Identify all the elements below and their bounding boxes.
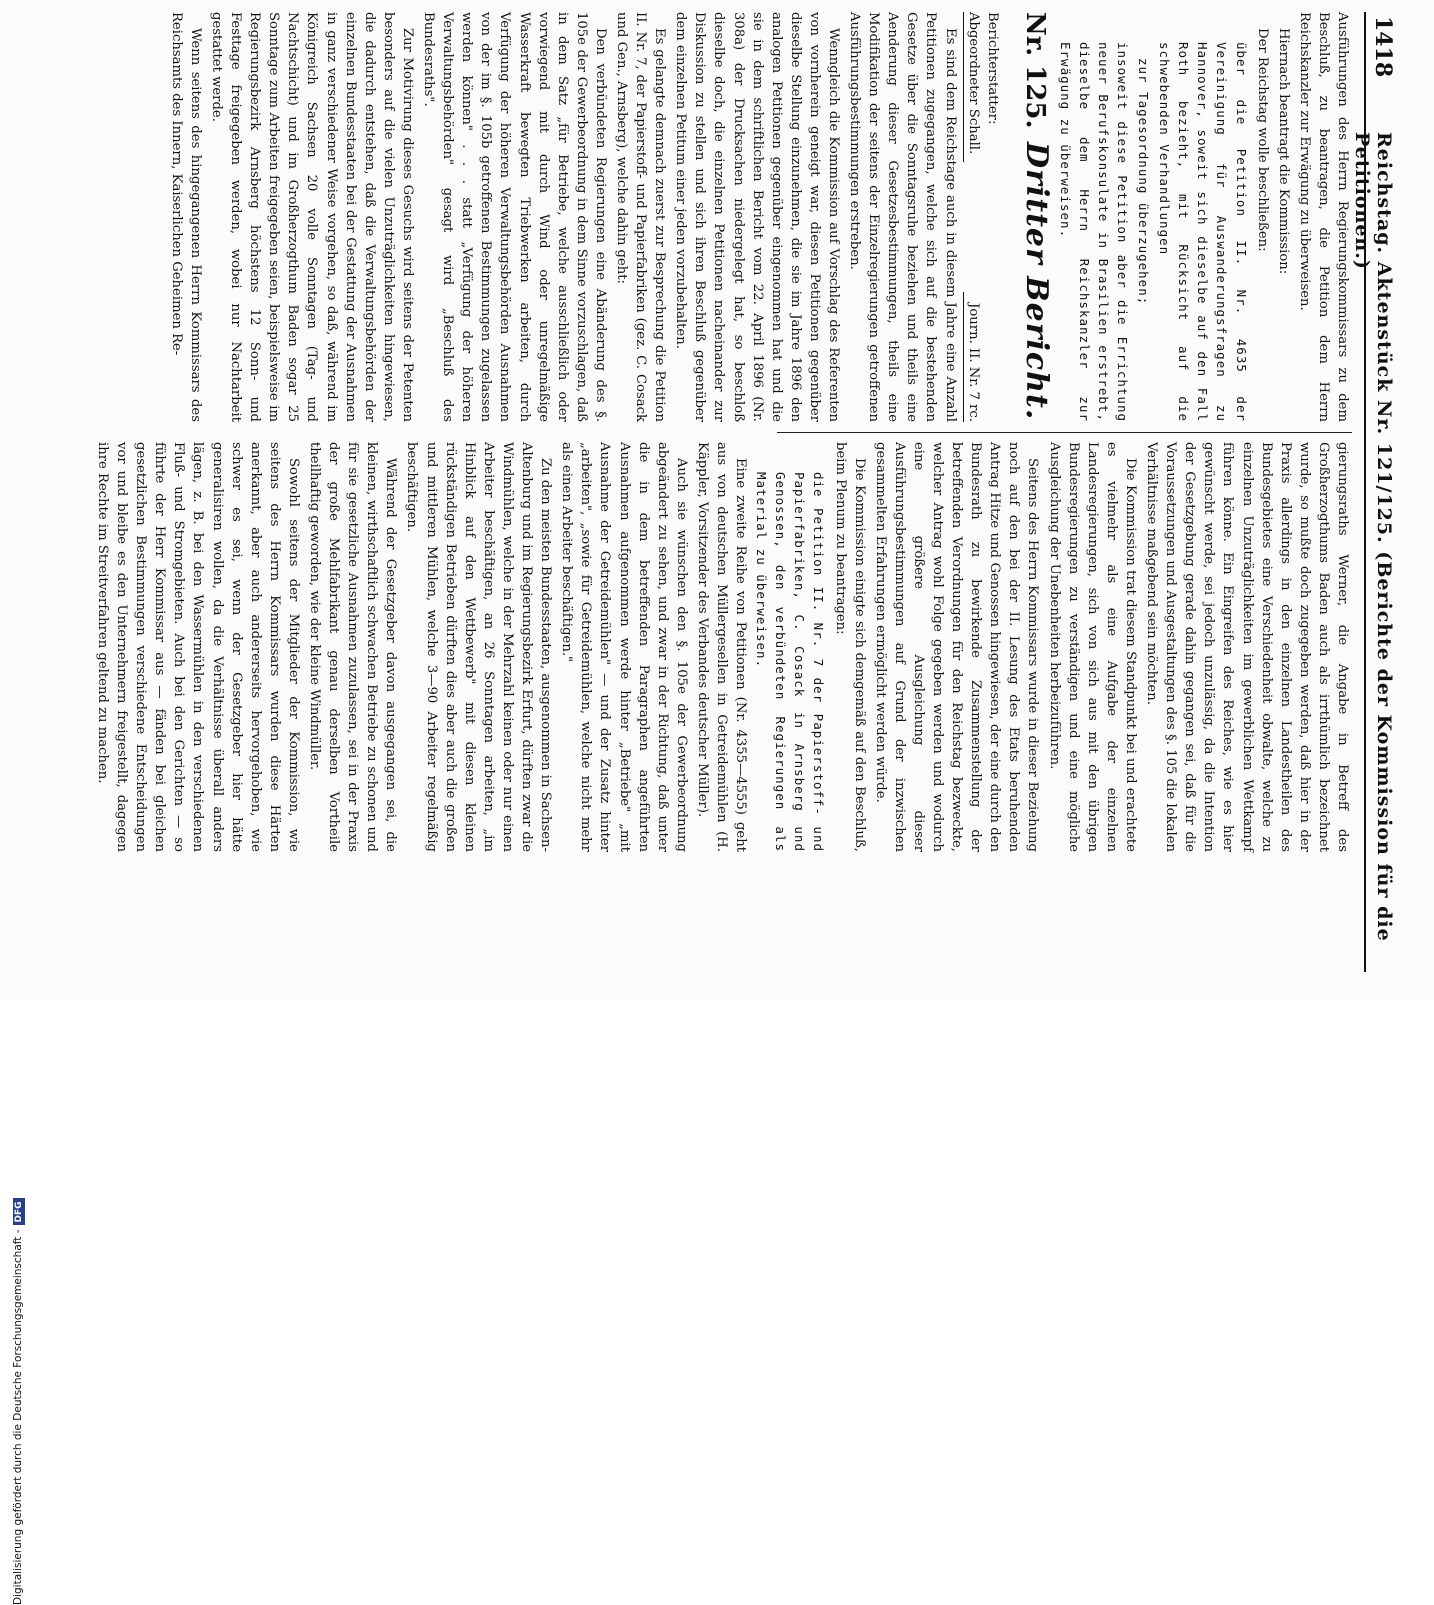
running-head [1351,12,1400,972]
dfg-logo-icon: DFG [13,1198,25,1225]
paragraph: Es sind dem Reichstage auch in diesem Jahre eine Anzahl Petitionen zugegangen, welche sich auf die bestehenden Gesetze über die Sonntagsruhe beziehen und theils eine Aenderung dieser Gesetzesbestimmungen, theils eine Modifikation der seitens der Einzelregierungen getroffenen Ausführungsbestimmungen erstreben. [847,12,958,422]
page-number: 1418 [1370,16,1396,78]
paragraph: Die Kommission einigte sich demgemäß auf den Beschluß, beim Plenum zu beantragen: [832,442,867,852]
paragraph: Auch sie wünschen den §. 105e der Gewerbeordnung abgeändert zu sehen, und zwar in der Richtung, daß unter die in dem betreffenden Paragraphen angeführten Ausnahmen aufgenommen werde hinter „Betriebe" „mit Ausnahme der Getreidemühlen" — und der Zusatz hinter „arbeiten", „sowie für Getreidemühlen, welche nicht mehr als einen Arbeiter beschäftigen." [559,442,689,852]
underline [963,12,964,162]
paragraph: Hiernach beantragt die Kommission: [1275,28,1291,275]
report-number: Nr. 125. [1019,12,1050,129]
right-column [91,442,1352,852]
paragraph: Sowohl seitens der Mitglieder der Kommission, wie seitens des Herrn Kommissars wurden diese Härten anerkannt, aber auch andererseits hervorgehoben, wie schwer es sei, wenn der Gesetzgeber hier hätte generalisiren wollen, da die Verhältnisse überall anders lägen, z. B. bei den Wassermühlen in den verschiedenen Fluß- und Stromgebieten. Auch bei den Gerichten — so führte der Herr Kommissar aus — fänden bei gleichen gesetzlichen Bestimmungen verschiedene Entscheidungen vor und bleibe es den Unternehmern freigestellt, dagegen ihre Rechte im Streitverfahren geltend zu machen. [95,442,301,852]
paragraph: Der Reichstag wolle beschließen: [1254,28,1270,252]
paragraph: Zur Motivirung dieses Gesuchs wird seitens der Petenten besonders auf die vielen Unzuträglichkeiten hingewiesen, die dadurch entstehen, daß die Verwaltungsbehörden der einzelnen Bundesstaaten bei der Gestattung der Ausnahmen in ganz verschiedener Weise vorgehen, so daß, während im Königreich Sachsen 20 volle Sonntagen (Tag- und Nachtschicht) und im Großherzogthum Baden sogar 25 Sonntage zum Arbeiten freigegeben seien, beispielsweise im Regierungsbezirk Arnsberg höchstens 12 Sonn- und Festtage freigegeben werden, wobei nur Nachtarbeit gestattet werde. [209,12,415,422]
paragraph: gierungsraths Werner, die Angabe in Betreff des Großherzogthums Baden auch als irrthümlich bezeichnet wurde, so mußte doch zugegeben werden, daß hier in der Praxis allerdings in den einzelnen Landestheilen des Bundesgebietes eine Verschiedenheit obwalte, welche zu einzelnen Unzuträglichkeiten im gewerblichen Wettkampf führen könne. Ein Eingreifen des Reiches, wie es hier gewünscht werde, sei jedoch unzulässig, da die Intention der Gesetzgebung gerade dahin gegangen sei, daß für die Voraussetzungen und Ausgestaltungen des §. 105 die lokalen Verhältnisse maßgebend sein möchten. [1144,442,1350,852]
underline [963,292,964,422]
resolution-text: zur Tagesordnung überzugehen; [1136,58,1152,306]
column-divider [777,432,1352,433]
left-column [165,12,1352,422]
resolution-text: die Petition II. Nr. 7 der Papierstoff- und Papierfabriken, C. Cosack in Arnsberg und Genossen, den verbündeten Regierungen als Material zu überweisen. [754,472,827,852]
rotated-page-content [90,12,1400,972]
paragraph: Zu den meisten Bundesstaaten, ausgenommen in Sachsen-Altenburg und im Regierungsbezirk Erfurt, dürften zwar die Windmühlen, welche in der Mehrzahl keinen oder nur einen Arbeiter beschäftigen, an 26 Sonntagen arbeiten, „im Hinblick auf den Wettbewerb" mit diesen kleinen rückständigen Betrieben dürften dies aber auch die großen und mittleren Mühlen, welche 3—90 Arbeiter regelmäßig beschäftigen. [404,442,554,852]
paragraph: Es gelangte demnach zuerst zur Besprechung die Petition II. Nr. 7, der Papierstoff- und Papierfabriken (gez. C. Cosack und Gen., Arnsberg), welche dahin geht: [614,12,668,422]
footer-text: Digitalisierung gefördert durch die Deutsche Forschungsgemeinschaft - [12,1229,24,1605]
paragraph: Die Kommission trat diesem Standpunkt bei und erachtete es vielmehr als eine Aufgabe der einzelnen Landesregierungen, sich von sich aus mit den übrigen Bundesregierungen zu verständigen und eine mögliche Ausgleichung der Unebenheiten herbeizuführen. [1046,442,1138,852]
resolution-text: insoweit diese Petition aber die Errichtung neuer Berufskonsulate in Brasilien erstrebt, dieselbe dem Herrn Reichskanzler zur Erwägung zu überweisen. [1057,42,1130,422]
paragraph: Seitens des Herrn Kommissars wurde in dieser Beziehung noch auf den bei der II. Lesung des Etats beruhenden Antrag Hitze und Genossen hingewiesen, der eine durch den Bundesrath zu bewirkende Zusammenstellung der betreffenden Verordnungen für den Reichstag bezweckte, welcher Antrag wohl Folge gegeben werden und wodurch eine größere Ausgleichung dieser Ausführungsbestimmungen auf Grund der inzwischen gesammelten Erfahrungen ermöglicht werden würde. [872,442,1041,852]
rapporteur-block [960,12,1002,422]
digitization-footer [12,1198,25,1605]
report-heading [1002,12,1054,422]
report-title: Dritter Bericht. [1018,142,1054,421]
rapporteur-name: Abgeordneter Schall. [965,12,981,155]
rapporteur-label: Berichterstatter: [984,12,1000,125]
running-head-title: Reichstag. Aktenstück Nr. 121/125. (Berichte der Kommission für die Petitionen.) [1351,132,1395,942]
footer-wrap [8,995,24,1605]
paragraph: Wenngleich die Kommission auf Vorschlag des Referenten von vornherein geneigt war, diesen Petitionen gegenüber dieselbe Stellung einzunehmen, die sie im Jahre 1896 den analogen Petitionen gegenüber eingenommen hat und die sie in dem schriftlichen Bericht vom 22. April 1896 (Nr. 308a) der Drucksachen niedergelegt hat, so beschloß dieselbe doch, die einzelnen Petitionen nacheinander zur Diskussion zu stellen und sich ihren Beschluß gegenüber dem einzelnen Petitum einer jeden vorzubehalten. [673,12,842,422]
paragraph: Ausführungen des Herrn Regierungskommissars zu dem Beschluß, zu beantragen, die Petition dem Herrn Reichskanzler zur Erwägung zu überweisen. [1296,12,1350,422]
resolution-text: über die Petition II. Nr. 4635 der Vereinigung für Auswanderungsfragen zu Hannover, soweit sich dieselbe auf den Fall Roth bezieht, mit Rücksicht auf die schwebenden Verhandlungen [1157,42,1249,422]
paragraph: Eine zweite Reihe von Petitionen (Nr. 4355—4555) geht aus von deutschen Müllergesellen in Getreidemühlen (H. Käppler, Vorsitzender des Verbandes deutscher Müller). [694,442,749,852]
paragraph: Wenn seitens des hingegangenen Herrn Kommissars des Reichsamts des Innern, Kaiserlichen Geheimen Re- [168,12,203,422]
paragraph: Während der Gesetzgeber davon ausgegangen sei, die kleinen, wirthschaftlich schwachen Betriebe zu schonen und für sie gesetzliche Ausnahmen zuzulassen, sei in der Praxis der große Mehlfabrikant genau derselben Vortheile theilhaftig geworden, wie der kleine Windmüller. [307,442,399,852]
journal-reference: Journ. II. Nr. 7 rc. [965,303,981,422]
paragraph: Den verbündeten Regierungen eine Abänderung des §. 105e der Gewerbeordnung in dem Sinne vorzuschlagen, daß in dem Satz „für Betriebe, welche ausschließlich oder vorwiegend mit durch Wind oder unregelmäßige Wasserkraft bewegten Triebwerken arbeiten, durch Verfügung der höheren Verwaltungsbehörden Ausnahmen von der im §. 105b getroffenen Bestimmungen zugelassen werden können" . . . statt „Verfügung der höheren Verwaltungsbehörden" gesagt wird „Beschluß des Bundesraths". [421,12,608,422]
